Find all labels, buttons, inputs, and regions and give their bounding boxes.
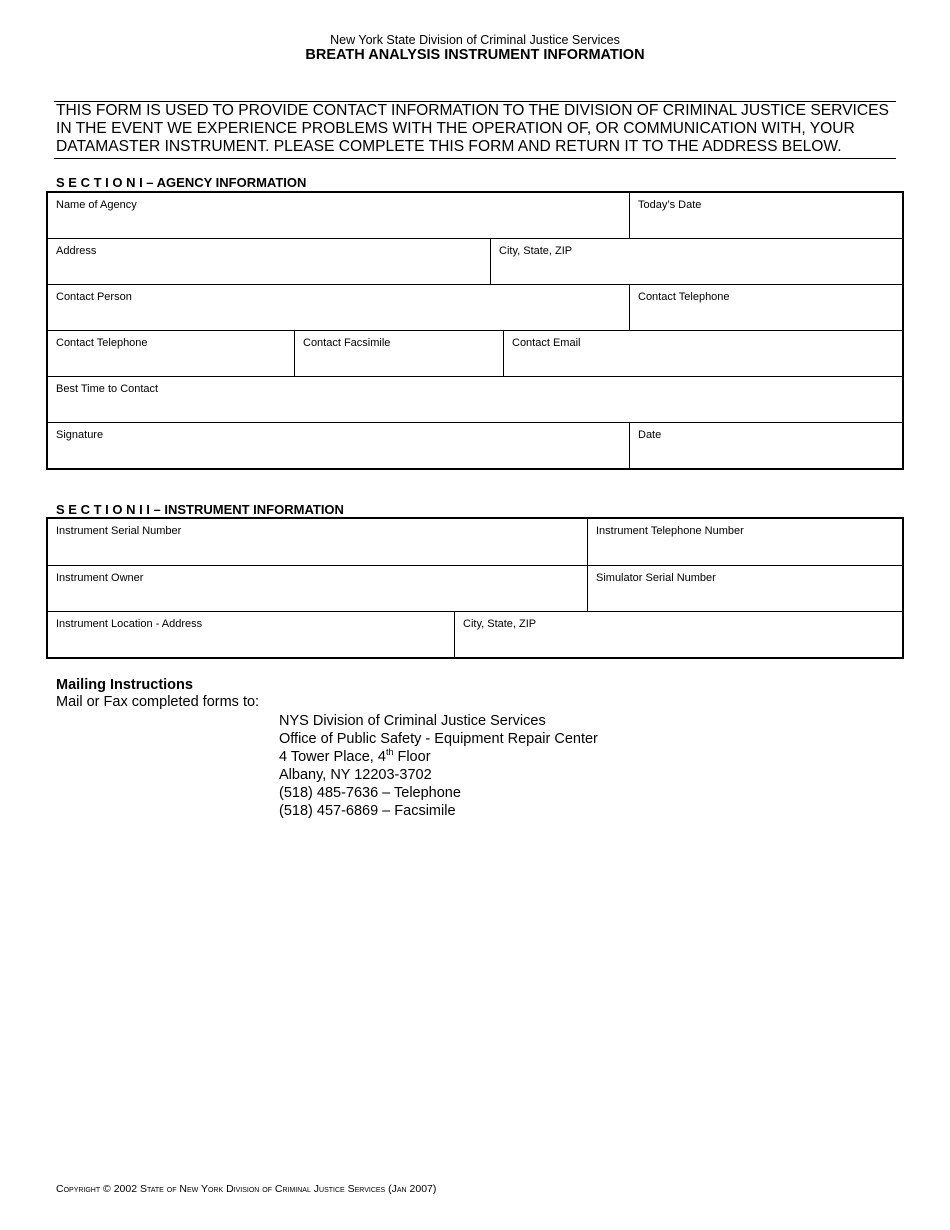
agency-name-field[interactable] — [48, 193, 629, 239]
todays-date-field[interactable] — [630, 193, 902, 239]
intro-line: THIS FORM IS USED TO PROVIDE CONTACT INFORMATION TO THE DIVISION OF CRIMINAL JUSTICE SERVICES — [56, 102, 889, 119]
date-label: Date — [638, 429, 662, 441]
signature-label: Signature — [56, 429, 104, 441]
date-field[interactable] — [630, 423, 902, 468]
instrument-location-field[interactable] — [48, 612, 454, 657]
address-line — [279, 748, 598, 766]
page-title: BREATH ANALYSIS INSTRUMENT INFORMATION — [305, 47, 645, 63]
instrument-city-state-zip-label: City, State, ZIP — [463, 618, 537, 630]
mailing-instructions-title: Mailing Instructions — [56, 677, 193, 693]
contact-telephone-right-label: Contact Telephone — [638, 291, 730, 303]
instrument-owner-field[interactable] — [48, 566, 587, 612]
address-line-part: 4 Tower Place, 4 — [279, 749, 386, 765]
instrument-telephone-field[interactable] — [588, 519, 902, 566]
simulator-serial-field[interactable] — [588, 566, 902, 612]
address-telephone: (518) 485-7636 – Telephone — [279, 785, 461, 801]
intro-line: DATAMASTER INSTRUMENT. PLEASE COMPLETE THIS FORM AND RETURN IT TO THE ADDRESS BELOW. — [56, 138, 842, 155]
copyright-notice: Copyright © 2002 State of New York Division of Criminal Justice Services (Jan 2007) — [56, 1183, 437, 1195]
intro-line: IN THE EVENT WE EXPERIENCE PROBLEMS WITH THE OPERATION OF, OR COMMUNICATION WITH, YOUR — [56, 120, 855, 137]
intro-instructions — [54, 101, 896, 159]
contact-email-label: Contact Email — [512, 337, 581, 349]
address-line: Office of Public Safety - Equipment Repair Center — [279, 731, 598, 747]
contact-facsimile-field[interactable] — [295, 331, 503, 377]
agency-info-grid — [46, 191, 904, 470]
instrument-serial-label: Instrument Serial Number — [56, 525, 182, 537]
instrument-location-label: Instrument Location - Address — [56, 618, 203, 630]
section2-heading: S E C T I O N I I – INSTRUMENT INFORMATION — [56, 502, 344, 517]
instrument-info-grid — [46, 517, 904, 659]
todays-date-label: Today’s Date — [638, 199, 702, 211]
address-superscript: th — [385, 747, 394, 758]
city-state-zip-label: City, State, ZIP — [499, 245, 573, 257]
contact-email-field[interactable] — [504, 331, 902, 377]
simulator-serial-label: Simulator Serial Number — [596, 572, 716, 584]
signature-field[interactable] — [48, 423, 629, 468]
address-line-part: Floor — [393, 749, 431, 765]
section1-heading: S E C T I O N I – AGENCY INFORMATION — [56, 175, 307, 190]
address-label: Address — [56, 245, 97, 257]
instrument-owner-label: Instrument Owner — [56, 572, 144, 584]
best-time-field[interactable] — [48, 377, 902, 423]
address-line: NYS Division of Criminal Justice Services — [279, 713, 546, 729]
contact-person-field[interactable] — [48, 285, 629, 331]
city-state-zip-field[interactable] — [491, 239, 902, 285]
address-line: Albany, NY 12203-3702 — [279, 767, 432, 783]
instrument-serial-field[interactable] — [48, 519, 587, 566]
contact-person-label: Contact Person — [56, 291, 132, 303]
header-agency: New York State Division of Criminal Justice Services — [330, 33, 620, 47]
contact-telephone-field[interactable] — [48, 331, 294, 377]
best-time-label: Best Time to Contact — [56, 383, 159, 395]
instrument-telephone-label: Instrument Telephone Number — [596, 525, 744, 537]
instrument-city-state-zip-field[interactable] — [455, 612, 902, 657]
address-facsimile: (518) 457-6869 – Facsimile — [279, 803, 456, 819]
contact-facsimile-label: Contact Facsimile — [303, 337, 391, 349]
agency-name-label: Name of Agency — [56, 199, 137, 211]
contact-telephone-right-field[interactable] — [630, 285, 902, 331]
mailing-address — [279, 712, 598, 820]
address-field[interactable] — [48, 239, 490, 285]
mailing-instructions-subtitle: Mail or Fax completed forms to: — [56, 694, 260, 710]
contact-telephone-label: Contact Telephone — [56, 337, 148, 349]
